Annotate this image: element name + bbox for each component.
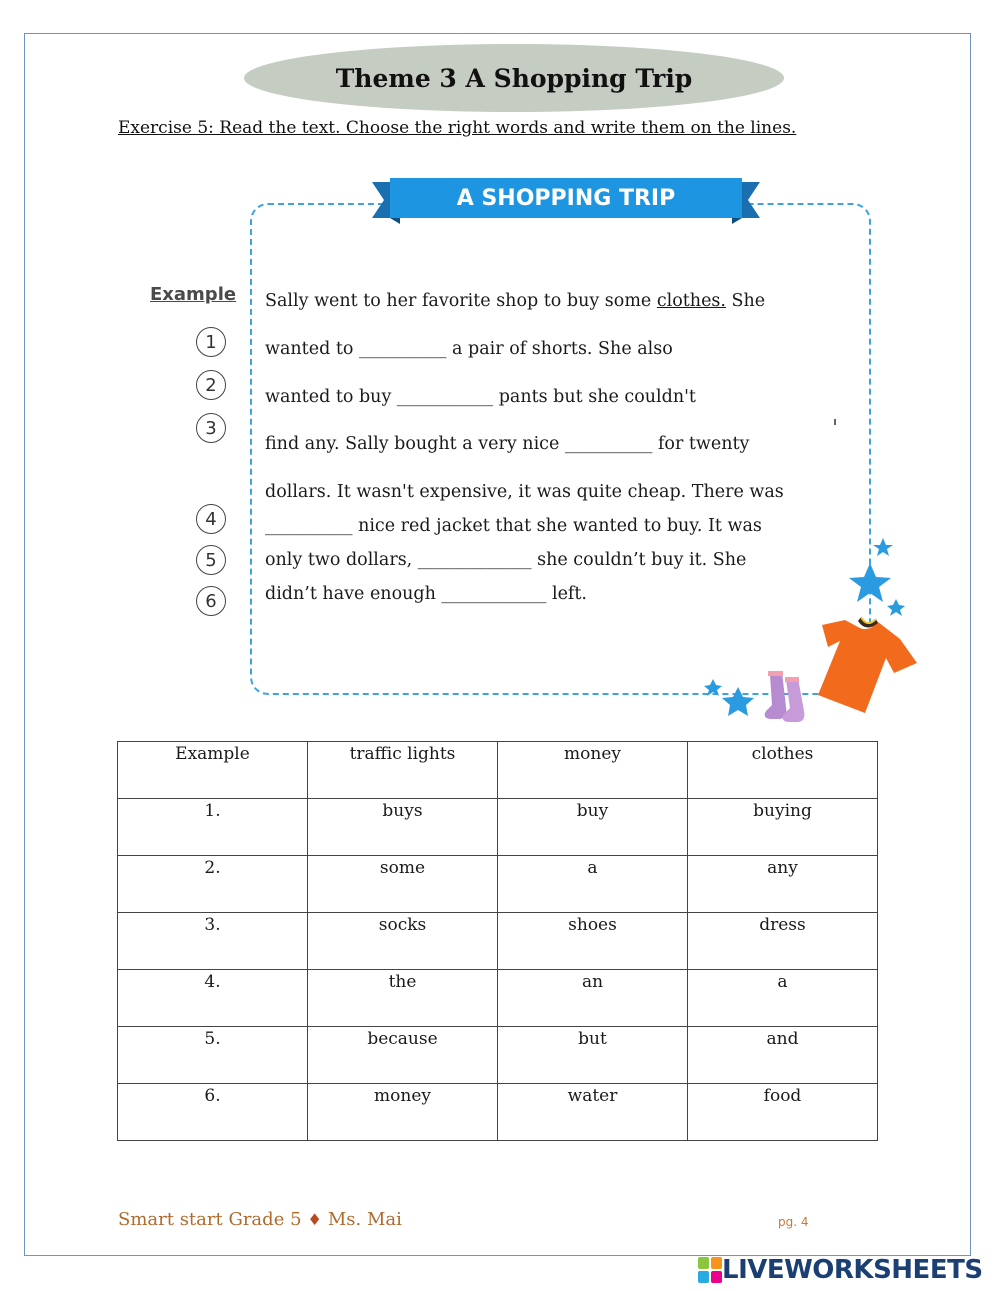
banner-title: A SHOPPING TRIP [456, 185, 676, 211]
table-cell: clothes [688, 742, 878, 799]
word-options-body [118, 742, 878, 1141]
table-cell: 3. [118, 913, 308, 970]
exercise-instruction: Exercise 5: Read the text. Choose the right words and write them on the lines. [118, 118, 797, 138]
passage-line-6: only two dollars, _____________ she couldn’t buy it. She [265, 550, 747, 570]
table-row [118, 799, 878, 856]
table-row [118, 856, 878, 913]
table-cell: 4. [118, 970, 308, 1027]
table-cell: because [308, 1027, 498, 1084]
passage-line-4: dollars. It wasn't expensive, it was quite cheap. There was [265, 482, 784, 502]
circle-number-3: 3 [196, 413, 226, 443]
star-icon [873, 538, 893, 556]
table-cell: 5. [118, 1027, 308, 1084]
passage-line-3: find any. Sally bought a very nice __________ for twenty [265, 434, 750, 454]
example-answer: clothes. [656, 291, 726, 311]
table-row [118, 970, 878, 1027]
passage-line-example [265, 291, 765, 311]
star-icon [849, 563, 891, 602]
table-cell: socks [308, 913, 498, 970]
shirt-icon [818, 617, 917, 713]
table-cell: money [308, 1084, 498, 1141]
table-cell: buy [498, 799, 688, 856]
table-cell: traffic lights [308, 742, 498, 799]
circle-number-2: 2 [196, 370, 226, 400]
table-cell: a [688, 970, 878, 1027]
liveworksheets-wordmark: LIVEWORKSHEETS [722, 1255, 983, 1285]
table-cell: buying [688, 799, 878, 856]
table-cell: money [498, 742, 688, 799]
example-label: Example [150, 284, 237, 305]
table-cell: 1. [118, 799, 308, 856]
table-cell: a [498, 856, 688, 913]
table-row [118, 1027, 878, 1084]
page-title-text: Theme 3 A Shopping Trip [335, 63, 693, 93]
table-cell: dress [688, 913, 878, 970]
passage-line-5: __________ nice red jacket that she wanted to buy. It was [265, 516, 762, 536]
passage-line-example-after: She [725, 291, 766, 311]
diamond-icon: ♦ [307, 1210, 322, 1229]
clothes-stars-decoration [700, 535, 925, 730]
table-cell: water [498, 1084, 688, 1141]
circle-number-5: 5 [196, 545, 226, 575]
table-cell: 2. [118, 856, 308, 913]
star-icon [887, 599, 905, 616]
stray-mark [834, 419, 836, 425]
table-cell: Example [118, 742, 308, 799]
socks-icon [765, 671, 805, 722]
liveworksheets-logo [698, 1255, 983, 1285]
table-cell: an [498, 970, 688, 1027]
footer-credit [118, 1209, 402, 1230]
word-options-table [117, 741, 878, 1141]
table-row [118, 742, 878, 799]
passage-line-1: wanted to __________ a pair of shorts. She also [265, 339, 673, 359]
passage-line-example-before: Sally went to her favorite shop to buy some [265, 291, 657, 311]
table-cell: food [688, 1084, 878, 1141]
page-number: pg. 4 [778, 1215, 809, 1229]
table-cell: shoes [498, 913, 688, 970]
liveworksheets-logo-icon [698, 1257, 722, 1283]
star-icon [704, 679, 722, 696]
table-cell: some [308, 856, 498, 913]
circle-number-6: 6 [196, 586, 226, 616]
table-cell: the [308, 970, 498, 1027]
star-icon [722, 687, 754, 716]
table-cell: 6. [118, 1084, 308, 1141]
circle-number-4: 4 [196, 504, 226, 534]
passage-banner [372, 178, 760, 224]
passage-line-7: didn’t have enough ____________ left. [265, 584, 587, 604]
table-cell: and [688, 1027, 878, 1084]
passage-line-2: wanted to buy ___________ pants but she couldn't [265, 387, 696, 407]
table-cell: any [688, 856, 878, 913]
page-title [244, 44, 784, 112]
table-row [118, 1084, 878, 1141]
table-row [118, 913, 878, 970]
footer-course: Smart start Grade 5 [118, 1209, 302, 1230]
footer-teacher: Ms. Mai [327, 1209, 402, 1230]
circle-number-1: 1 [196, 327, 226, 357]
table-cell: but [498, 1027, 688, 1084]
table-cell: buys [308, 799, 498, 856]
